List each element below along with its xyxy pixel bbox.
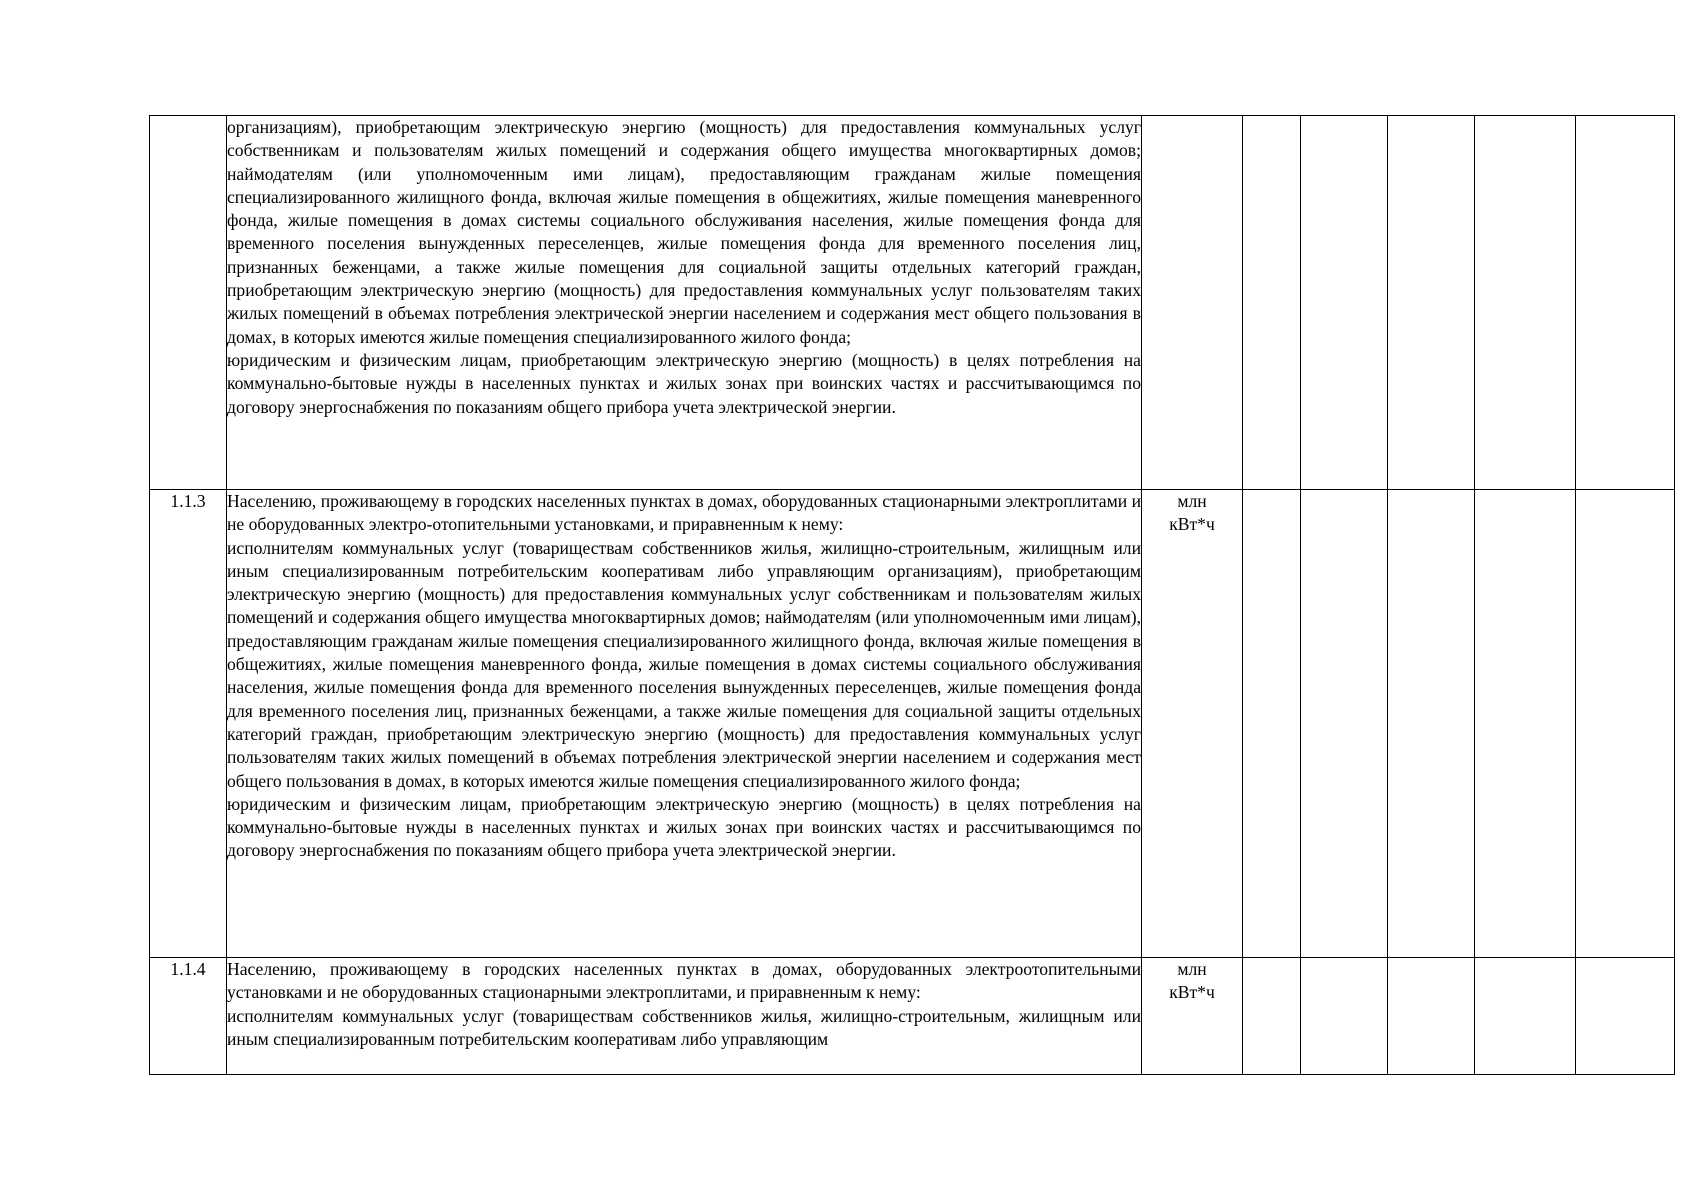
value-cell — [1475, 116, 1576, 490]
row-description-cell — [227, 116, 1142, 490]
unit-cell — [1142, 490, 1243, 958]
row-number-cell — [150, 490, 227, 958]
unit-cell — [1142, 958, 1243, 1075]
description-paragraph: организациям), приобретающим электрическую энергию (мощность) для предоставления коммунальных услуг собственникам и пользователям жилых помещений и содержания общего имущества многоквартирных домов; наймодателям (или уполномоченным ими лицам), предоставляющим гражданам жилые помещения специализированного жилищного фонда, включая жилые помещения в общежитиях, жилые помещения маневренного фонда, жилые помещения в домах системы социального обслуживания населения, жилые помещения фонда для временного поселения вынужденных переселенцев, жилые помещения фонда для временного поселения лиц, признанных беженцами, а также жилые помещения для социальной защиты отдельных категорий граждан, приобретающим электрическую энергию (мощность) для предоставления коммунальных услуг пользователям таких жилых помещений в объемах потребления электрической энергии населением и содержания мест общего пользования в домах, в которых имеются жилые помещения специализированного жилого фонда; — [227, 117, 1141, 347]
value-cell — [1243, 490, 1301, 958]
value-cell — [1301, 958, 1388, 1075]
description-paragraph: юридическим и физическим лицам, приобретающим электрическую энергию (мощность) в целях потребления на коммунально-бытовые нужды в населенных пунктах и жилых зонах при воинских частях и рассчитывающимся по договору энергоснабжения по показаниям общего прибора учета электрической энергии. — [227, 349, 1141, 417]
tariff-table — [149, 115, 1675, 1075]
description-paragraph: Населению, проживающему в городских населенных пунктах в домах, оборудованных стационарными электроплитами и не оборудованных электро-отопительными установками, и приравненным к нему: — [227, 491, 1141, 535]
unit-cell — [1142, 116, 1243, 490]
value-cell — [1388, 958, 1475, 1075]
description-paragraph: юридическим и физическим лицам, приобретающим электрическую энергию (мощность) в целях потребления на коммунально-бытовые нужды в населенных пунктах и жилых зонах при воинских частях и рассчитывающимся по договору энергоснабжения по показаниям общего прибора учета электрической энергии. — [227, 793, 1141, 861]
value-cell — [1301, 490, 1388, 958]
table-row — [150, 958, 1675, 1075]
row-number: 1.1.3 — [170, 491, 206, 511]
value-cell — [1301, 116, 1388, 490]
table-row — [150, 116, 1675, 490]
row-description-cell — [227, 958, 1142, 1075]
row-number: 1.1.4 — [170, 959, 206, 979]
description-paragraph: Населению, проживающему в городских населенных пунктах в домах, оборудованных электроотопительными установками и не оборудованных стационарными электроплитами, и приравненным к нему: — [227, 959, 1141, 1003]
row-number-cell — [150, 958, 227, 1075]
unit-label: кВт*ч — [1169, 514, 1215, 535]
unit-label: млн — [1177, 491, 1207, 511]
table-row — [150, 490, 1675, 958]
row-description-cell — [227, 490, 1142, 958]
value-cell — [1243, 958, 1301, 1075]
value-cell — [1243, 116, 1301, 490]
row-number-cell — [150, 116, 227, 490]
value-cell — [1576, 116, 1675, 490]
value-cell — [1576, 958, 1675, 1075]
unit-label: кВт*ч — [1169, 982, 1215, 1003]
unit-label: млн — [1177, 959, 1207, 979]
value-cell — [1475, 490, 1576, 958]
description-paragraph: исполнителям коммунальных услуг (товариществам собственников жилья, жилищно-строительным, жилищным или иным специализированным потребительским кооперативам либо управляющим организациям), приобретающим электрическую энергию (мощность) для предоставления коммунальных услуг собственникам и пользователям жилых помещений и содержания общего имущества многоквартирных домов; наймодателям (или уполномоченным ими лицам), предоставляющим гражданам жилые помещения специализированного жилищного фонда, включая жилые помещения в общежитиях, жилые помещения маневренного фонда, жилые помещения в домах системы социального обслуживания населения, жилые помещения фонда для временного поселения вынужденных переселенцев, жилые помещения фонда для временного поселения лиц, признанных беженцами, а также жилые помещения для социальной защиты отдельных категорий граждан, приобретающим электрическую энергию (мощность) для предоставления коммунальных услуг пользователям таких жилых помещений в объемах потребления электрической энергии населением и содержания мест общего пользования в домах, в которых имеются жилые помещения специализированного жилого фонда; — [227, 537, 1141, 791]
description-paragraph: исполнителям коммунальных услуг (товариществам собственников жилья, жилищно-строительным, жилищным или иным специализированным потребительским кооперативам либо управляющим — [227, 1005, 1141, 1049]
value-cell — [1576, 490, 1675, 958]
value-cell — [1388, 116, 1475, 490]
value-cell — [1475, 958, 1576, 1075]
value-cell — [1388, 490, 1475, 958]
